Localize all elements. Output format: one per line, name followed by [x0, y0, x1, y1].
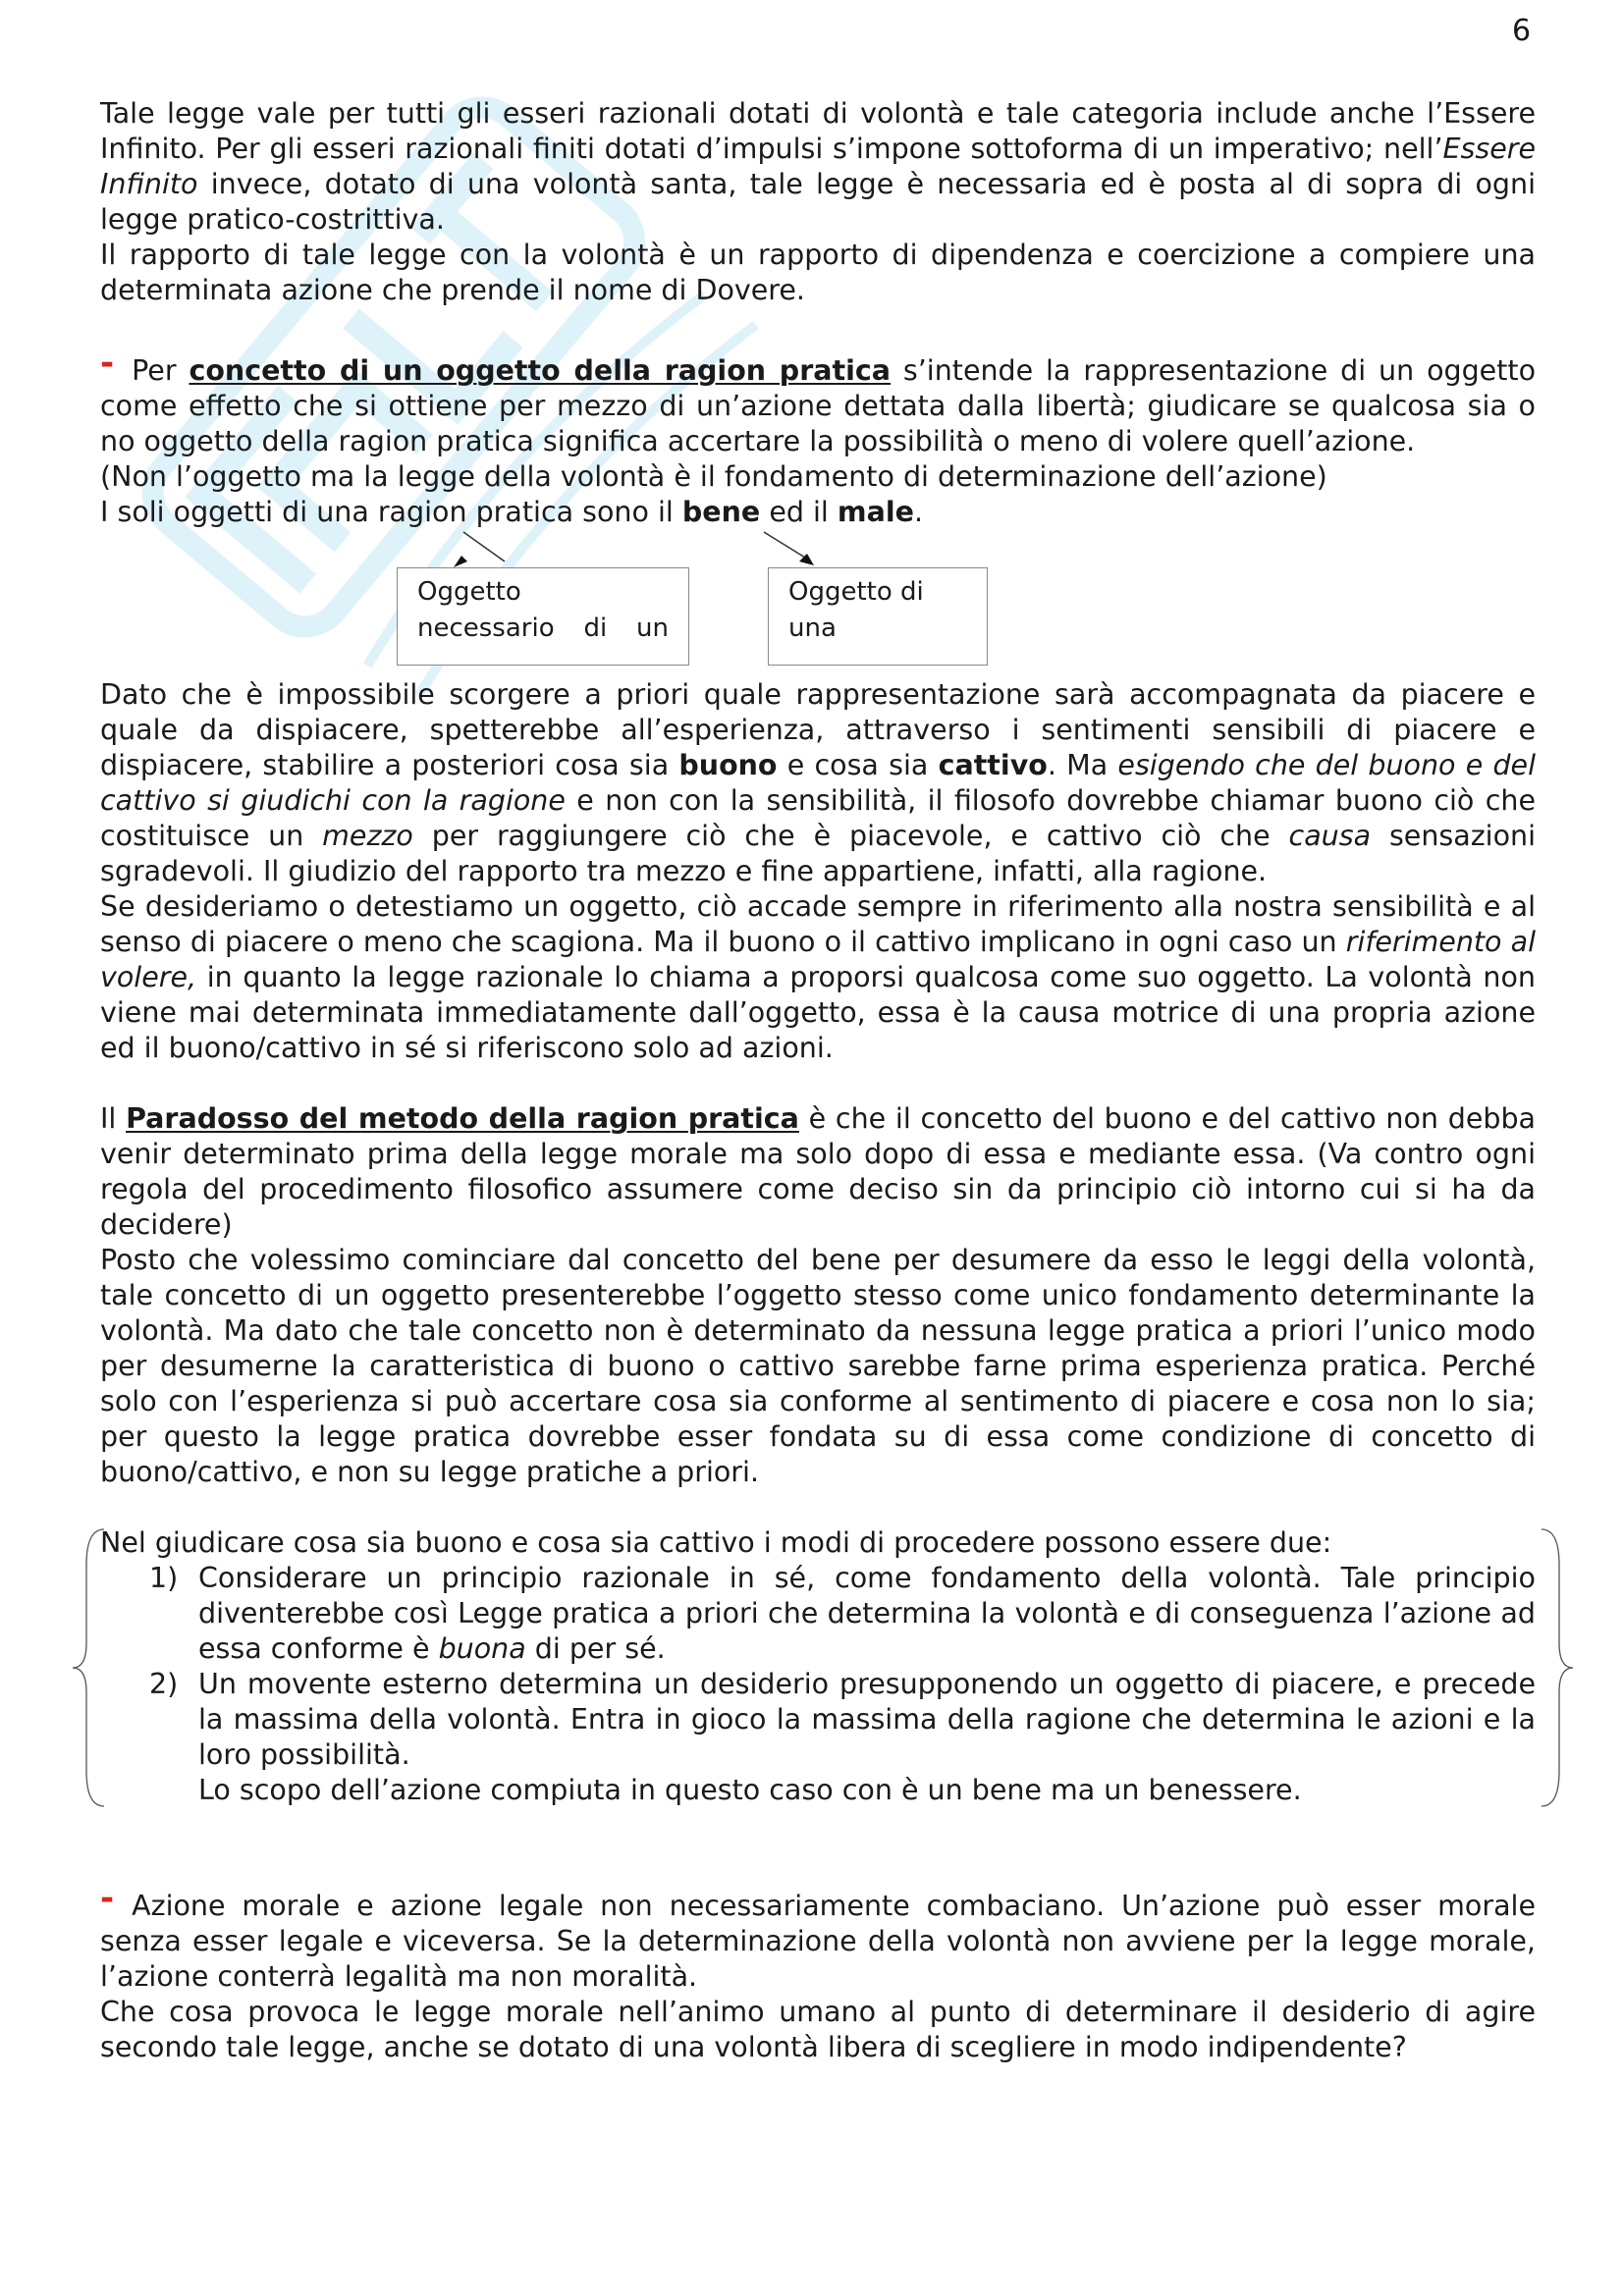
- paragraph-esperienza: Dato che è impossibile scorgere a priori quale rappresentazione sarà accompagnata da piacere e quale da dispiacere, spetterebbe all’esperienza, attraverso i sentimenti sensibili di piacere e dispiacere, stabilire a posteriori cosa sia buono e cosa sia cattivo. Ma esigendo che del buono e del cattivo si giudichi con la ragione e non con la sensibilità, il filosofo dovrebbe chiamar buono ciò che costituisce un mezzo per raggiungere ciò che è piacevole, e cattivo ciò che causa sensazioni sgradevoli. Il giudizio del rapporto tra mezzo e fine appartiene, infatti, alla ragione.: [100, 678, 1536, 887]
- list-item: 2) Un movente esterno determina un desiderio presupponendo un oggetto di piacere, e precede la massima della volontà. Entra in gioco la massima della ragione che determina le azioni e la loro possibilità. Lo scopo dell’azione compiuta in questo caso con è un bene ma un benessere.: [149, 1668, 1536, 1806]
- box-oggetto-necessario: Oggetto necessario di un: [397, 567, 689, 666]
- term-concetto-oggetto: concetto di un oggetto della ragion pratica: [189, 354, 892, 387]
- right-brace: [1536, 1525, 1575, 1810]
- page-content: [100, 96, 1536, 2065]
- paragraph-domanda: Che cosa provoca le legge morale nell’animo umano al punto di determinare il desiderio di agire secondo tale legge, anche se dotato di una volontà libera di scegliere in modo indipendente?: [100, 1996, 1536, 2063]
- diagram-bene-male: [100, 530, 1536, 677]
- procedure-intro: Nel giudicare cosa sia buono e cosa sia cattivo i modi di procedere possono essere due:: [100, 1526, 1332, 1559]
- box-oggetto-di-una: Oggetto di una: [768, 567, 988, 666]
- red-dash-marker: -: [100, 1879, 115, 1918]
- section-oggetto-ragion-pratica: - Per concetto di un oggetto della ragion pratica s’intende la rappresentazione di un oggetto come effetto che si ottiene per mezzo di un’azione dettata dalla libertà; giudicare se qualcosa sia o no oggetto della ragion pratica significa accertare la possibilità o meno di volere quell’azione.: [100, 344, 1537, 457]
- procedure-block: [100, 1525, 1536, 1808]
- paragraph-concetto-bene: Posto che volessimo cominciare dal concetto del bene per desumere da esso le leggi della volontà, tale concetto di un oggetto presenterebbe l’oggetto stesso come unico fondamento determinante la volontà. Ma dato che tale concetto non è determinato da nessuna legge pratica a priori l’unico modo per desumerne la caratteristica di buono o cattivo sarebbe farne prima esperienza pratica. Perché solo con l’esperienza si può accertare cosa sia conforme al sentimento di piacere e cosa non lo sia; per questo la legge pratica dovrebbe esser fondata su di essa come condizione di concetto di buono/cattivo, e non su legge pratiche a priori.: [100, 1244, 1536, 1488]
- paragraph-legge: Tale legge vale per tutti gli esseri razionali dotati di volontà e tale categoria include anche l’Essere Infinito. Per gli esseri razionali finiti dotati d’impulsi s’impone sottoforma di un imperativo; nell’Essere Infinito invece, dotato di una volontà santa, tale legge è necessaria ed è posta al di sopra di ogni legge pratico-costrittiva.: [100, 97, 1536, 236]
- term-paradosso: Paradosso del metodo della ragion pratica: [126, 1102, 799, 1135]
- paragraph-paradosso: Il Paradosso del metodo della ragion pratica è che il concetto del buono e del cattivo non debba venir determinato prima della legge morale ma solo dopo di essa e mediante essa. (Va contro ogni regola del procedimento filosofico assumere come deciso sin da principio ciò intorno cui si ha da decidere): [100, 1102, 1536, 1241]
- page-number: 6: [1512, 14, 1532, 48]
- section-azione-morale: - Azione morale e azione legale non necessariamente combaciano. Un’azione può esser morale senza esser legale e viceversa. Se la determinazione della volontà non avviene per la legge morale, l’azione conterrà legalità ma non moralità.: [100, 1879, 1536, 1993]
- procedure-list: [100, 1561, 1536, 1808]
- note-legge-volonta: (Non l’oggetto ma la legge della volontà è il fondamento di determinazione dell’azione): [100, 460, 1327, 493]
- paragraph-desiderio: Se desideriamo o detestiamo un oggetto, ciò accade sempre in riferimento alla nostra sensibilità e al senso di piacere o meno che scagiona. Ma il buono o il cattivo implicano in ogni caso un riferimento al volere, in quanto la legge razionale lo chiama a proporsi qualcosa come suo oggetto. La volontà non viene mai determinata immediatamente dall’oggetto, essa è la causa motrice di una propria azione ed il buono/cattivo in sé si riferiscono solo ad azioni.: [100, 890, 1536, 1064]
- oggetti-bene-male: I soli oggetti di una ragion pratica sono il bene ed il male.: [100, 496, 923, 528]
- red-dash-marker: -: [100, 344, 115, 383]
- paragraph-rapporto: Il rapporto di tale legge con la volontà è un rapporto di dipendenza e coercizione a compiere una determinata azione che prende il nome di Dovere.: [100, 239, 1536, 306]
- list-item: 1) Considerare un principio razionale in sé, come fondamento della volontà. Tale principio diventerebbe così Legge pratica a priori che determina la volontà e di conseguenza l’azione ad essa conforme è buona di per sé.: [149, 1562, 1536, 1665]
